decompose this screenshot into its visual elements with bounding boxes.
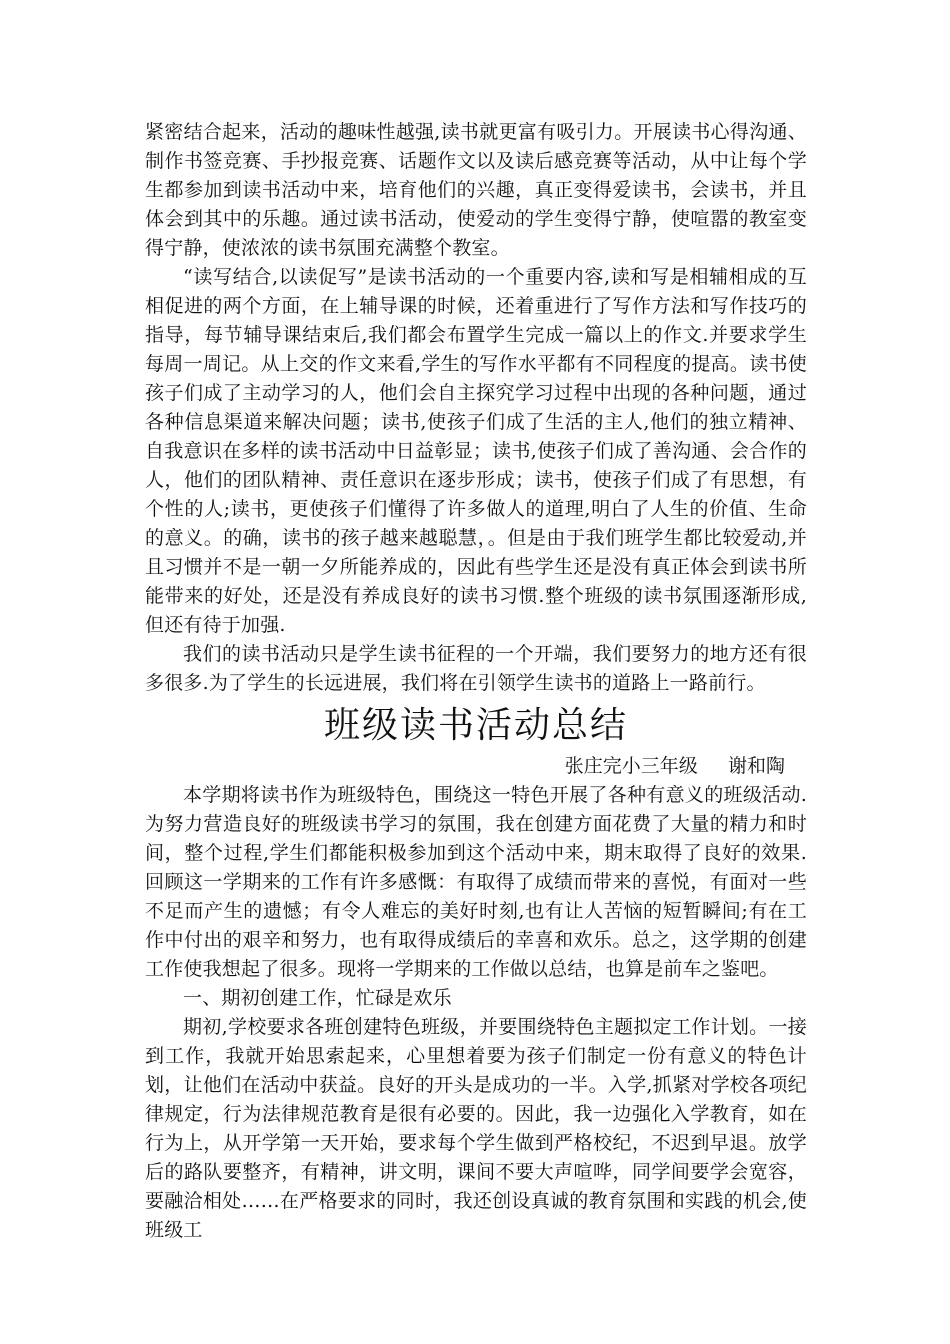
- paragraph-reading-writing: “读写结合,以读促写”是读书活动的一个重要内容,读和写是相辅相成的互相促进的两个方面，在上辅导课的时候，还着重进行了写作方法和写作技巧的指导，每节辅导课结束后,我们都会布置学生完成一篇以上的作文.并要求学生每周一周记。从上交的作文来看,学生的写作水平都有不同程度的提高。读书使孩子们成了主动学习的人，他们会自主探究学习过程中出现的各种问题，通过各种信息渠道来解决问题；读书,使孩子们成了生活的主人,他们的独立精神、自我意识在多样的读书活动中日益彰显；读书,使孩子们成了善沟通、会合作的人，他们的团队精神、责任意识在逐步形成；读书，使孩子们成了有思想，有个性的人;读书，更使孩子们懂得了许多做人的道理,明白了人生的价值、生命的意义。的确，读书的孩子越来越聪慧，。但是由于我们班学生都比较爱动,并且习惯并不是一朝一夕所能养成的，因此有些学生还是没有真正体会到读书所能带来的好处，还是没有养成良好的读书习惯.整个班级的读书氛围逐渐形成,但还有待于加强.: [145, 266, 807, 636]
- paragraph-introduction: 本学期将读书作为班级特色，围绕这一特色开展了各种有意义的班级活动.为努力营造良好的班级读书学习的氛围，我在创建方面花费了大量的精力和时间，整个过程,学生们都能积极参加到这个活动中来，期末取得了良好的效果.回顾这一学期来的工作有许多感慨：有取得了成绩而带来的喜悦，有面对一些不足而产生的遗憾；有令人难忘的美好时刻,也有让人苦恼的短暂瞬间;有在工作中付出的艰辛和努力，也有取得成绩后的幸喜和欢乐。总之，这学期的创建工作使我想起了很多。现将一学期来的工作做以总结，也算是前车之鉴吧。: [145, 784, 807, 980]
- paragraph-reading-activities: 紧密结合起来，活动的趣味性越强,读书就更富有吸引力。开展读书心得沟通、制作书签竞赛、手抄报竞赛、话题作文以及读后感竞赛等活动，从中让每个学生都参加到读书活动中来，培育他们的兴趣，真正变得爱读书，会读书，并且体会到其中的乐趣。通过读书活动，使爱动的学生变得宁静，使喧嚣的教室变得宁静，使浓浓的读书氛围充满整个教室。: [145, 121, 807, 259]
- paragraph-conclusion: 我们的读书活动只是学生读书征程的一个开端，我们要努力的地方还有很多很多.为了学生的长远进展，我们将在引领学生读书的道路上一路前行。: [145, 643, 807, 694]
- section-heading: 一、期初创建工作，忙碌是欢乐: [183, 987, 452, 1009]
- author-line: 张庄完小三年级 谢和陶: [564, 755, 785, 777]
- paragraph-term-start: 期初,学校要求各班创建特色班级，并要围绕特色主题拟定工作计划。一接到工作，我就开始思索起来，心里想着要为孩子们制定一份有意义的特色计划，让他们在活动中获益。良好的开头是成功的一半。入学,抓紧对学校各项纪律规定，行为法律规范教育是很有必要的。因此，我一边强化入学教育，如在行为上，从开学第一天开始，要求每个学生做到严格校纪，不迟到早退。放学后的路队要整齐，有精神，讲文明，课间不要大声喧哗，同学间要学会宽容，要融洽相处……在严格要求的同时，我还创设真诚的教育氛围和实践的机会,使班级工: [145, 1016, 807, 1241]
- document-page: [145, 118, 807, 1245]
- document-title: 班级读书活动总结: [323, 705, 628, 746]
